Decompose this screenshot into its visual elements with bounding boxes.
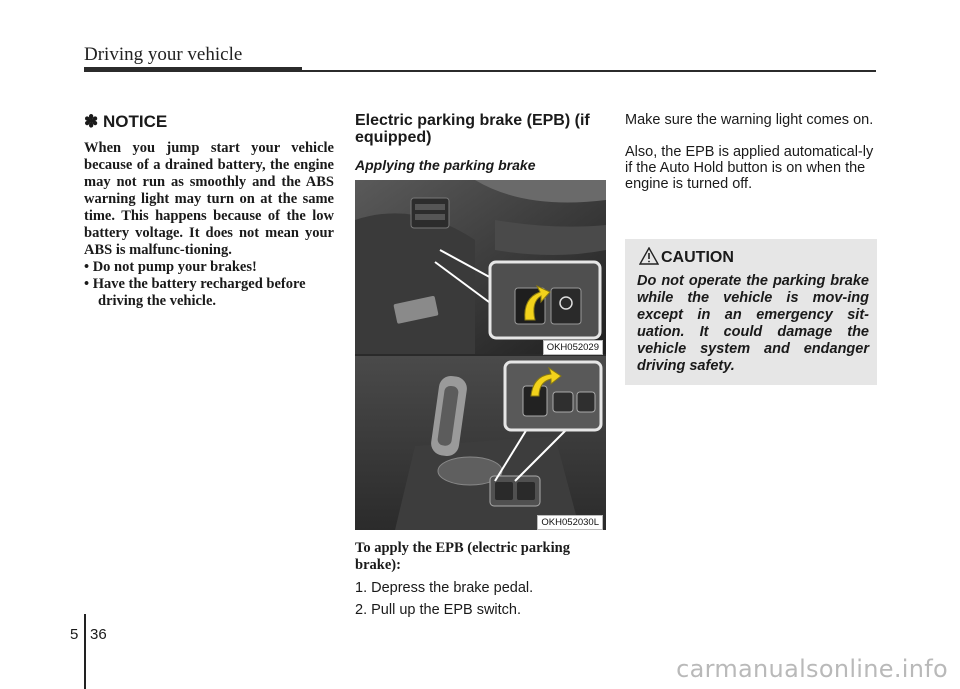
epb-instructions-title: To apply the EPB (electric parking brake): [355,540,570,573]
chapter-number: 5 [70,626,79,643]
page-number: 36 [90,626,107,643]
epb-title: Electric parking brake (EPB) (if equipped) [355,112,590,146]
epb-figure [355,180,606,530]
caution-box [625,239,877,385]
notice-body: When you jump start your vehicle because of a drained battery, the engine may not run as smoothly and the ABS warning light may turn on at the same time. This happens because of the low battery voltage. It does not mean your ABS is malfunc-tioning. [84,140,334,258]
right-column [625,112,877,208]
notice-bullets [84,259,334,310]
page-header-title: Driving your vehicle [84,44,243,65]
watermark: carmanualsonline.info [676,655,948,683]
notice-section [84,112,334,310]
epb-step: 1. Depress the brake pedal. [355,580,534,596]
brake-pedal-photo [355,180,606,354]
notice-bullet: • Have the battery recharged before driving the vehicle. [84,276,306,309]
caution-text: Do not operate the parking brake while the vehicle is mov-ing except in an emergency sit-uation. It could damage the vehicle system and endanger driving safety. [637,273,869,374]
warning-triangle-icon [639,247,659,265]
header-rule-thick [84,67,302,72]
epb-step: 2. Pull up the EPB switch. [355,602,522,618]
footer-divider [84,614,86,689]
notice-title: ✽ NOTICE [84,112,168,131]
figure-label: OKH052029 [543,340,603,355]
caution-title: CAUTION [661,249,734,266]
figure-label: OKH052030L [537,515,603,530]
epb-subtitle: Applying the parking brake [355,157,536,173]
gear-console-photo [355,356,606,530]
warning-light-paragraph: Make sure the warning light comes on. [625,112,874,128]
notice-bullet: • Do not pump your brakes! [84,259,257,275]
auto-hold-paragraph: Also, the EPB is applied automatical-ly if the Auto Hold button is on when the engine is turned off. [625,144,874,192]
header-rule-thin [302,70,876,72]
epb-section [355,112,607,624]
